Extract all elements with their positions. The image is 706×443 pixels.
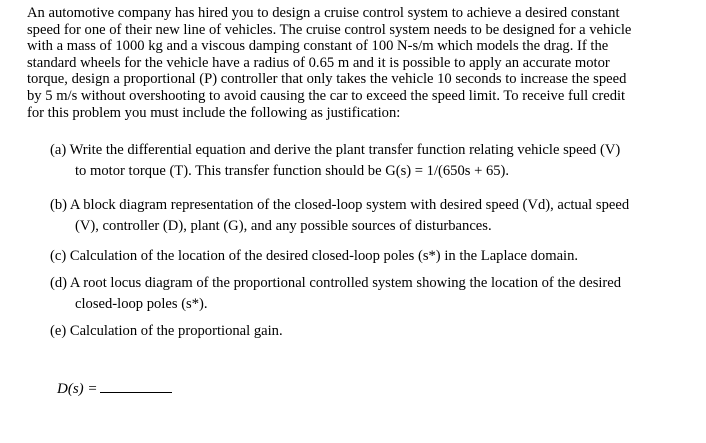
requirement-e bbox=[50, 321, 700, 342]
requirement-line: (c) Calculation of the location of the desired closed-loop poles (s*) in the Laplace domain. bbox=[50, 248, 579, 264]
requirement-line: (V), controller (D), plant (G), and any possible sources of disturbances. bbox=[75, 218, 492, 234]
requirement-a bbox=[50, 140, 700, 182]
answer-label: D(s) = bbox=[57, 381, 98, 397]
requirement-d bbox=[50, 273, 700, 315]
requirement-line: (d) A root locus diagram of the proportional controlled system showing the location of the desired bbox=[50, 275, 622, 291]
statement-line: for this problem you must include the following as justification: bbox=[27, 104, 401, 121]
answer-blank-row bbox=[57, 378, 172, 399]
statement-line: by 5 m/s without overshooting to avoid causing the car to exceed the speed limit. To receive full credit bbox=[27, 87, 626, 104]
statement-line: standard wheels for the vehicle have a radius of 0.65 m and it is possible to apply an accurate motor bbox=[27, 54, 610, 71]
statement-line: An automotive company has hired you to design a cruise control system to achieve a desired constant bbox=[27, 5, 620, 21]
requirement-line: (e) Calculation of the proportional gain. bbox=[50, 323, 283, 339]
statement-line: speed for one of their new line of vehicles. The cruise control system needs to be designed for a vehicle bbox=[27, 21, 632, 38]
problem-statement bbox=[27, 5, 695, 121]
requirement-line: closed-loop poles (s*). bbox=[75, 296, 208, 312]
requirement-line: (b) A block diagram representation of the closed-loop system with desired speed (Vd), actual speed bbox=[50, 197, 630, 213]
answer-blank-line[interactable] bbox=[100, 378, 172, 393]
statement-line: with a mass of 1000 kg and a viscous damping constant of 100 N-s/m which models the drag. If the bbox=[27, 38, 609, 55]
requirement-line: (a) Write the differential equation and derive the plant transfer function relating vehicle speed (V) bbox=[50, 142, 621, 158]
statement-line: torque, design a proportional (P) controller that only takes the vehicle 10 seconds to increase the speed bbox=[27, 71, 627, 88]
requirement-c bbox=[50, 246, 700, 267]
requirement-b bbox=[50, 195, 700, 237]
requirement-line: to motor torque (T). This transfer function should be G(s) = 1/(650s + 65). bbox=[75, 163, 510, 179]
